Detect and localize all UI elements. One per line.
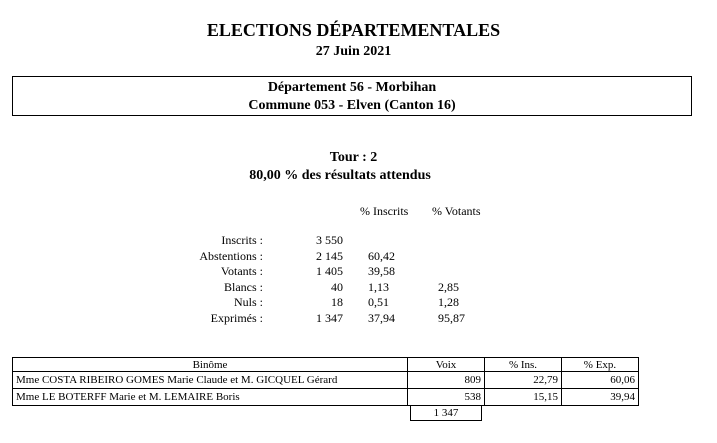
stat-label: Nuls : — [233, 295, 263, 309]
stat-label: Blancs : — [224, 279, 263, 294]
stat-pct-inscrits: 1,13 — [368, 279, 389, 294]
stat-value: 40 — [331, 279, 343, 294]
binome-name: Mme COSTA RIBEIRO GOMES Marie Claude et M. GICQUEL Gérard — [13, 372, 408, 389]
location-box — [12, 76, 692, 116]
header-pct-votants: % Votants — [432, 204, 481, 218]
stat-label: Votants : — [220, 264, 263, 278]
stat-pct-inscrits: 39,58 — [368, 264, 395, 278]
stat-value: 1 347 — [316, 310, 343, 325]
results-table — [12, 357, 639, 406]
col-voix: Voix — [408, 358, 485, 372]
tour-label: Tour : 2 — [329, 150, 378, 165]
total-voix: 1 347 — [410, 405, 482, 421]
binome-name: Mme LE BOTERFF Marie et M. LEMAIRE Boris — [13, 389, 408, 406]
stat-value: 1 405 — [316, 264, 343, 278]
results-header-row — [13, 358, 639, 372]
stat-value: 18 — [331, 295, 343, 309]
stat-pct-inscrits: 60,42 — [368, 248, 395, 263]
pct-ins-value: 22,79 — [485, 372, 562, 389]
stat-value: 2 145 — [316, 248, 343, 263]
stat-pct-votants: 95,87 — [438, 310, 465, 325]
voix-value: 538 — [408, 389, 485, 406]
stat-label: Inscrits : — [221, 233, 263, 247]
header-pct-inscrits: % Inscrits — [360, 204, 409, 218]
election-date: 27 Juin 2021 — [315, 44, 392, 59]
col-binome: Binôme — [13, 358, 408, 372]
stat-label: Abstentions : — [199, 248, 263, 263]
stat-pct-votants: 2,85 — [438, 279, 459, 294]
page-title: ELECTIONS DÉPARTEMENTALES — [206, 20, 501, 40]
col-pct-exp: % Exp. — [562, 358, 639, 372]
table-row — [13, 372, 639, 389]
voix-value: 809 — [408, 372, 485, 389]
col-pct-ins: % Ins. — [485, 358, 562, 372]
pct-exp-value: 39,94 — [562, 389, 639, 406]
table-row — [13, 389, 639, 406]
stat-label: Exprimés : — [210, 310, 263, 325]
commune-label: Commune 053 - Elven (Canton 16) — [248, 98, 456, 113]
stat-value: 3 550 — [316, 233, 343, 247]
pct-exp-value: 60,06 — [562, 372, 639, 389]
stat-pct-inscrits: 0,51 — [368, 295, 389, 309]
stat-pct-votants: 1,28 — [438, 295, 459, 309]
stat-pct-inscrits: 37,94 — [368, 310, 395, 325]
expected-results: 80,00 % des résultats attendus — [249, 168, 431, 183]
departement-label: Département 56 - Morbihan — [267, 80, 437, 95]
pct-ins-value: 15,15 — [485, 389, 562, 406]
